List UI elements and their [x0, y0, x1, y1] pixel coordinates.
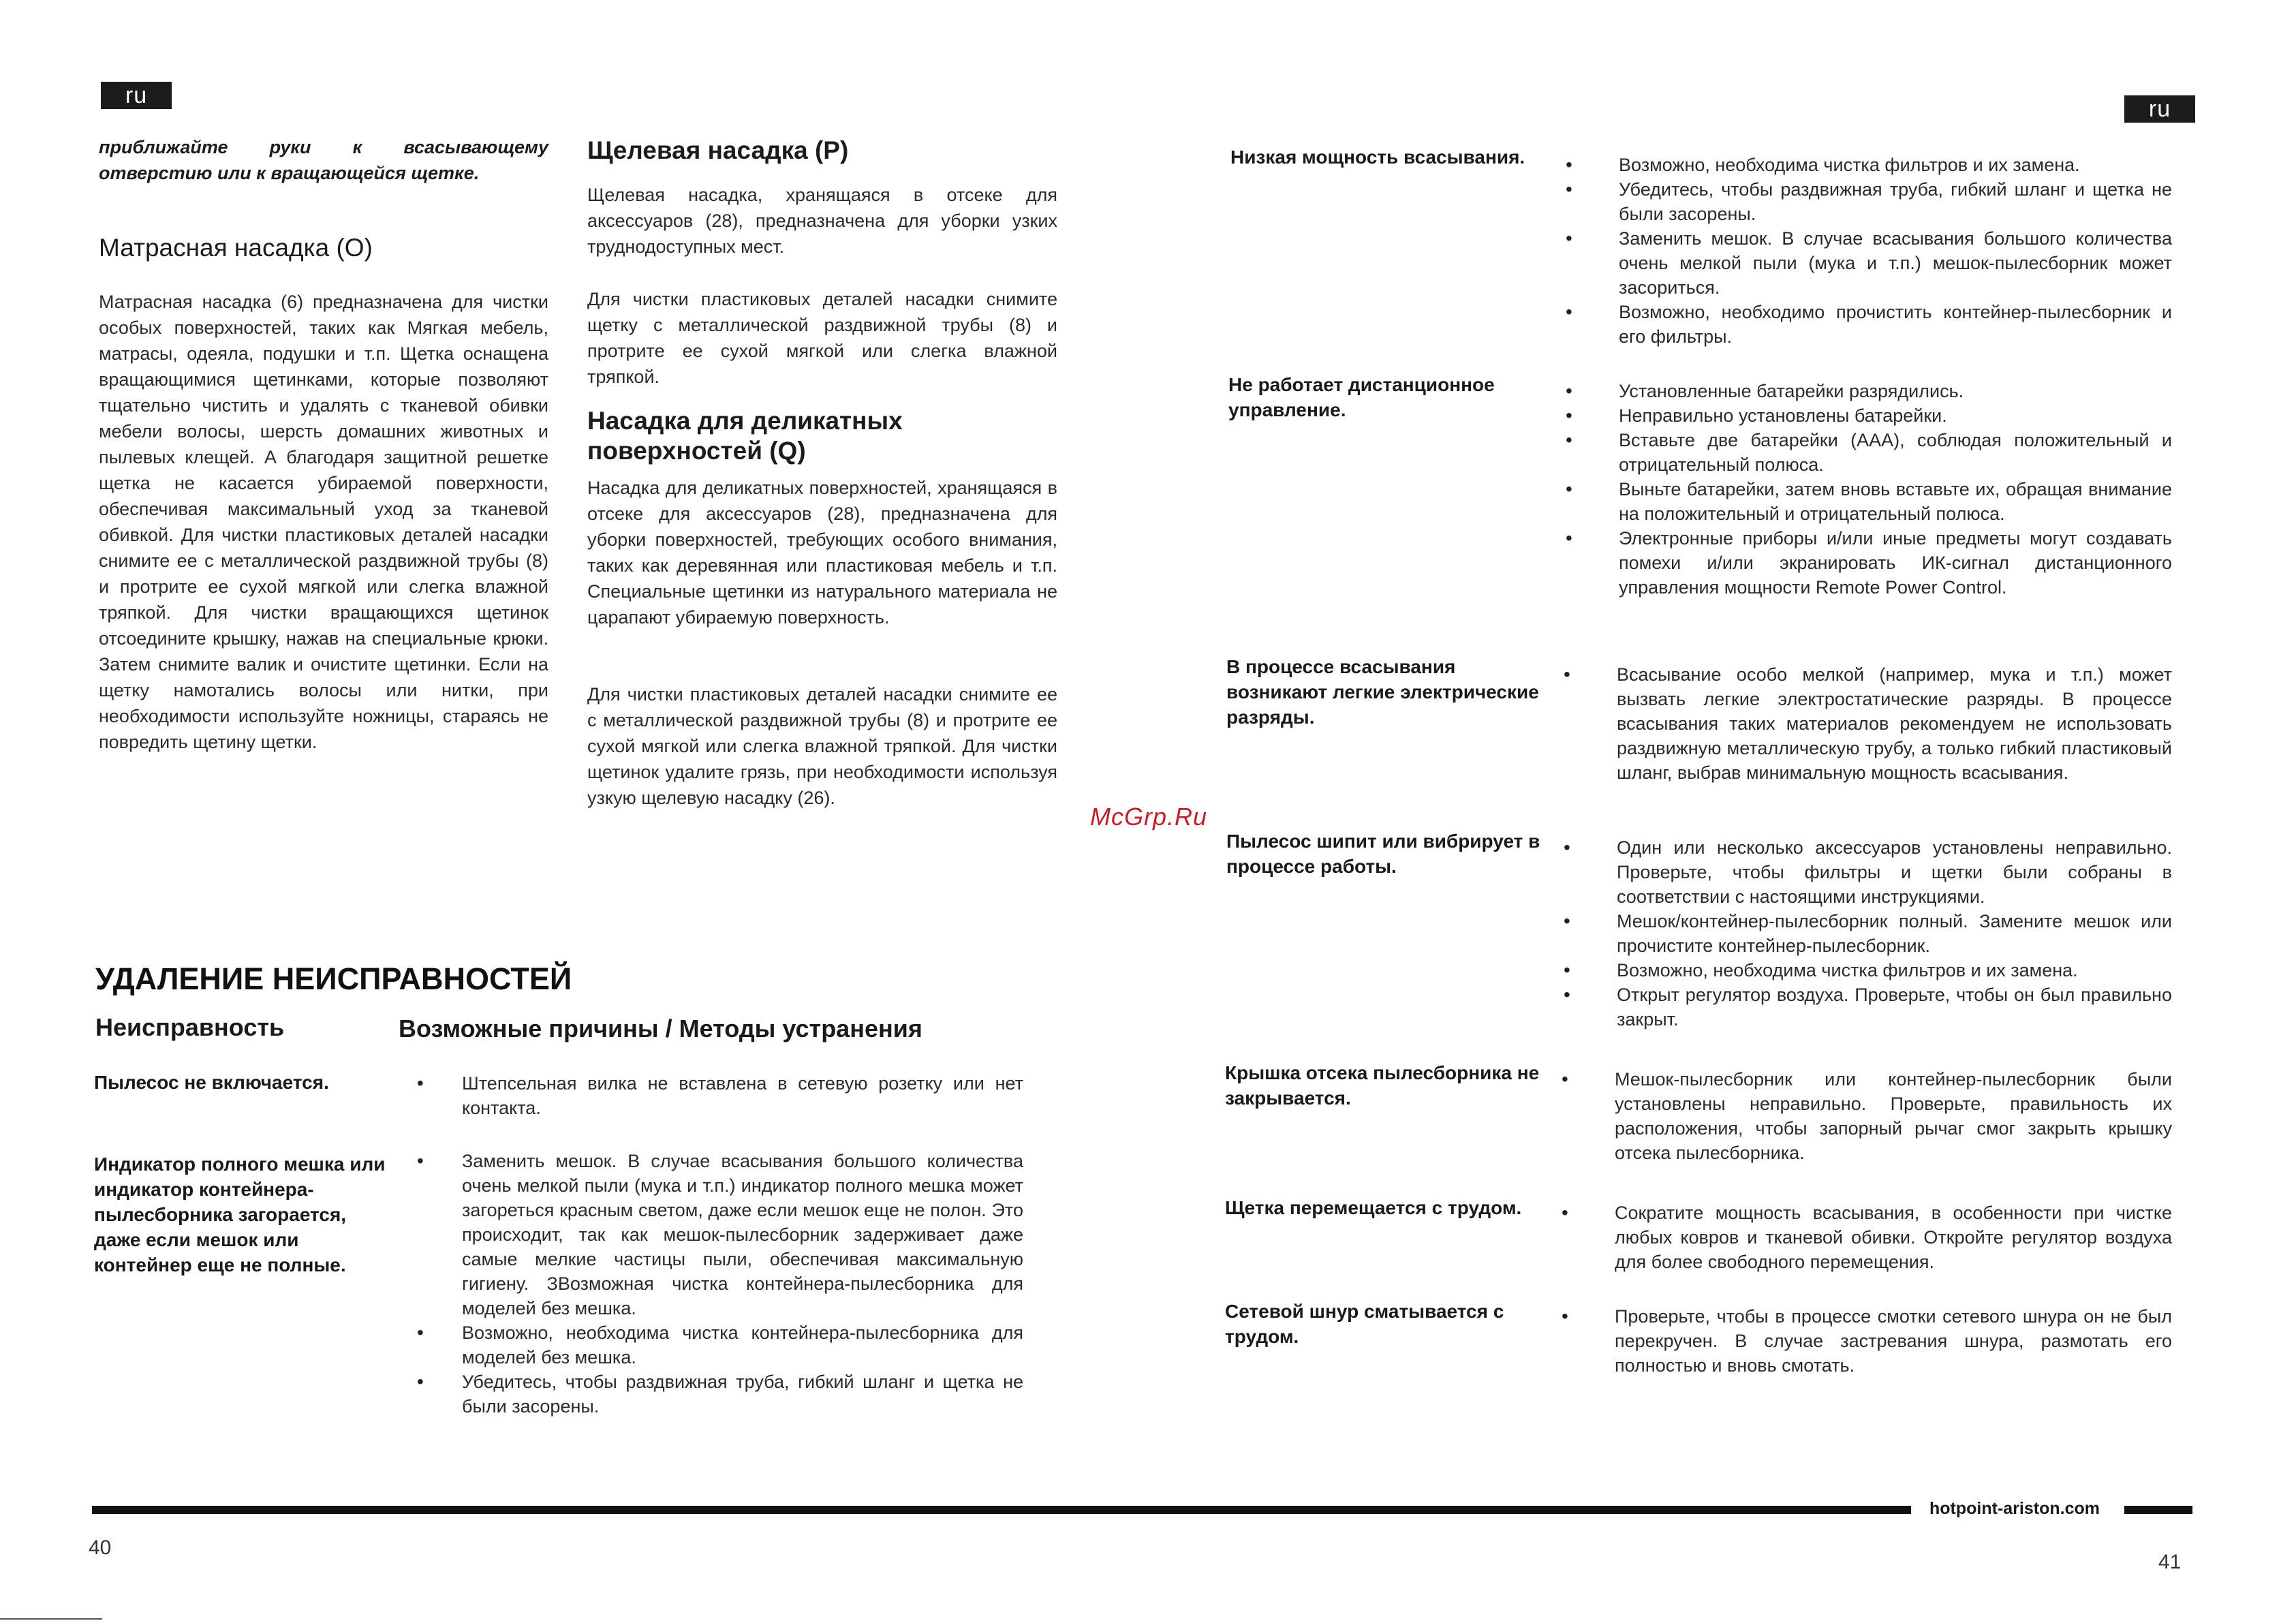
mattress-nozzle-paragraph: Матрасная насадка (6) предназначена для чистки особых поверхностей, таких как Мягкая мебель, матрасы, одеяла, подушки и т.п. Щетка оснащена вращающимися щетинками, которые позволяют тщательно чистить и удалять с тканевой обивки мебели волосы, шерсть домашних животных и пылевых клещей. А благодаря защитной решетке щетка не касается убираемой поверхности, обеспечивая максимальный уход за тканевой обивкой. Для чистки пластиковых деталей насадки снимите ее с металлической раздвижной трубы (8) и протрите ее сухой мягкой или слегка влажной тряпкой. Для чистки вращающихся щетинок отсоедините крышку, нажав на специальные крюки. Затем снимите валик и очистите щетинки. Если на щетку намотались волосы или нитки, при необходимости используйте ножницы, стараясь не повредить щетину щетки. [99, 292, 548, 752]
solution-item: • Электронные приборы и/или иные предметы могут создавать помехи и/или экранировать ИК-сигнал дистанционного управления мощности Remote Power Control. [1566, 526, 2172, 600]
solution-item: • Открыт регулятор воздуха. Проверьте, чтобы он был правильно закрыт. [1564, 983, 2172, 1032]
problem-not-turning-on: Пылесос не включается. [94, 1072, 329, 1093]
problem-brush-moves-hard: Щетка перемещается с трудом. [1225, 1197, 1522, 1218]
solution-item: • Установленные батарейки разрядились. [1566, 379, 2172, 403]
column-header-problem: Неисправность [95, 1013, 285, 1041]
solutions-full-indicator [417, 1149, 1023, 1417]
crevice-cleaning-paragraph: Для чистки пластиковых деталей насадки снимите щетку с металлической раздвижной трубы (8) и протрите ее сухой мягкой или слегка влажной тряпкой. [587, 289, 1057, 387]
solution-item: • Возможно, необходима чистка фильтров и их замена. [1564, 958, 2172, 983]
solution-item: • Мешок-пылесборник или контейнер-пылесборник были установлены неправильно. Проверьте, правильность их расположения, чтобы запорный рычаг смог закрыть крышку отсека пылесборника. [1562, 1067, 2172, 1165]
problem-hissing: Пылесос шипит или вибрирует в процессе работы. [1226, 831, 1540, 877]
solutions-hissing [1564, 835, 2172, 1032]
language-badge: ru [101, 82, 172, 109]
solution-item: • Возможно, необходима чистка фильтров и их замена. [1566, 153, 2172, 177]
footer-brand: hotpoint-ariston.com [1920, 1499, 2109, 1519]
mattress-nozzle-heading: Матрасная насадка (O) [99, 234, 373, 262]
solution-item: • Неправильно установлены батарейки. [1566, 403, 2172, 428]
solutions-cord-rewind [1562, 1304, 2172, 1378]
solutions-lid-not-closing [1562, 1067, 2172, 1165]
solutions-not-turning-on [417, 1071, 1023, 1120]
troubleshooting-title: УДАЛЕНИЕ НЕИСПРАВНОСТЕЙ [95, 961, 572, 996]
solutions-remote-control [1566, 379, 2172, 600]
language-badge-right: ru [2124, 95, 2195, 123]
delicate-nozzle-heading: Насадка для деликатных поверхностей (Q) [587, 407, 903, 465]
solution-item: • Сократите мощность всасывания, в особенности при чистке любых ковров и тканевой обивки. Откройте регулятор воздуха для более свободного перемещения. [1562, 1201, 2172, 1274]
solutions-brush-moves-hard [1562, 1201, 2172, 1274]
page-number-right: 41 [2158, 1551, 2182, 1573]
solutions-low-suction [1566, 153, 2172, 349]
problem-low-suction: Низкая мощность всасывания. [1230, 146, 1525, 168]
solution-item: • Один или несколько аксессуаров установлены неправильно. Проверьте, чтобы фильтры и щетки были собраны в соответствии с настоящими инструкциями. [1564, 835, 2172, 909]
crevice-nozzle-heading: Щелевая насадка (P) [587, 136, 849, 164]
corner-mark [0, 1618, 102, 1620]
page-number-left: 40 [89, 1536, 112, 1559]
crevice-nozzle-paragraph: Щелевая насадка, хранящаяся в отсеке для аксессуаров (28), предназначена для уборки узких труднодоступных мест. [587, 185, 1057, 257]
solution-item: • Возможно, необходимо прочистить контейнер-пылесборник и его фильтры. [1566, 300, 2172, 349]
solutions-static-discharge [1564, 662, 2172, 785]
problem-lid-not-closing: Крышка отсека пылесборника не закрывается. [1225, 1062, 1540, 1109]
solution-item: • Мешок/контейнер-пылесборник полный. Замените мешок или прочистите контейнер-пылесборник. [1564, 909, 2172, 958]
problem-static-discharge: В процессе всасывания возникают легкие электрические разряды. [1226, 656, 1539, 728]
problem-remote-control: Не работает дистанционное управление. [1228, 374, 1495, 420]
problem-cord-rewind: Сетевой шнур сматывается с трудом. [1225, 1301, 1504, 1347]
solution-item: • Убедитесь, чтобы раздвижная труба, гибкий шланг и щетка не были засорены. [417, 1370, 1023, 1394]
watermark-text: McGrp.Ru [1090, 803, 1208, 831]
solution-item: • Заменить мешок. В случае всасывания большого количества очень мелкой пыли (мука и т.п.) мешок-пылесборник может засориться. [1566, 226, 2172, 300]
solution-item: • Выньте батарейки, затем вновь вставьте их, обращая внимание на положительный и отрицательный полюса. [1566, 477, 2172, 526]
solution-item: • Проверьте, чтобы в процессе смотки сетевого шнура он не был перекручен. В случае застревания шнура, размотать его полностью и вновь смотать. [1562, 1304, 2172, 1378]
delicate-cleaning-paragraph: Для чистки пластиковых деталей насадки снимите ее с металлической раздвижной трубы (8) и протрите ее сухой мягкой или слегка влажной тряпкой. Для чистки щетинок удалите грязь, при необходимости используя узкую щелевую насадку (26). [587, 684, 1057, 808]
solution-item: • Убедитесь, чтобы раздвижная труба, гибкий шланг и щетка не были засорены. [1566, 177, 2172, 226]
column-header-causes: Возможные причины / Методы устранения [399, 1015, 922, 1042]
footer-rule-end [2124, 1506, 2192, 1514]
problem-full-indicator: Индикатор полного мешка или индикатор контейнера-пылесборника загорается, даже если мешок или контейнер еще не полные. [94, 1154, 386, 1276]
solution-item: • Всасывание особо мелкой (например, мука и т.п.) может вызвать легкие электростатические разряды. В процессе всасывания таких материалов рекомендуем не использовать раздвижную металлическую трубу, а только гибкий пластиковый шланг, выбрав минимальную мощность всасывания. [1564, 662, 2172, 785]
intro-warning-text: приближайте руки к всасывающему отверстию или к вращающейся щетке. [99, 137, 548, 183]
solution-item: • Заменить мешок. В случае всасывания большого количества очень мелкой пыли (мука и т.п.) индикатор полного мешка может загореться красным светом, даже если мешок еще не полон. Это происходит, так как мешок-пылесборник задерживает даже самые мелкие частицы пыли, обеспечивая максимальную гигиену. ЗВозможная чистка контейнера-пылесборника для моделей без мешка. [417, 1149, 1023, 1320]
delicate-nozzle-paragraph: Насадка для деликатных поверхностей, хранящаяся в отсеке для аксессуаров (28), предназначена для уборки поверхностей, требующих особого внимания, таких как деревянная или пластиковая мебель и т.п. Специальные щетинки из натурального материала не царапают убираемую поверхность. [587, 478, 1057, 628]
solution-item: • Возможно, необходима чистка контейнера-пылесборника для моделей без мешка. [417, 1320, 1023, 1370]
footer-rule [92, 1506, 1911, 1514]
solution-item: • Штепсельная вилка не вставлена в сетевую розетку или нет контакта. [417, 1071, 1023, 1120]
solution-item: • Вставьте две батарейки (AAA), соблюдая положительный и отрицательный полюса. [1566, 428, 2172, 477]
